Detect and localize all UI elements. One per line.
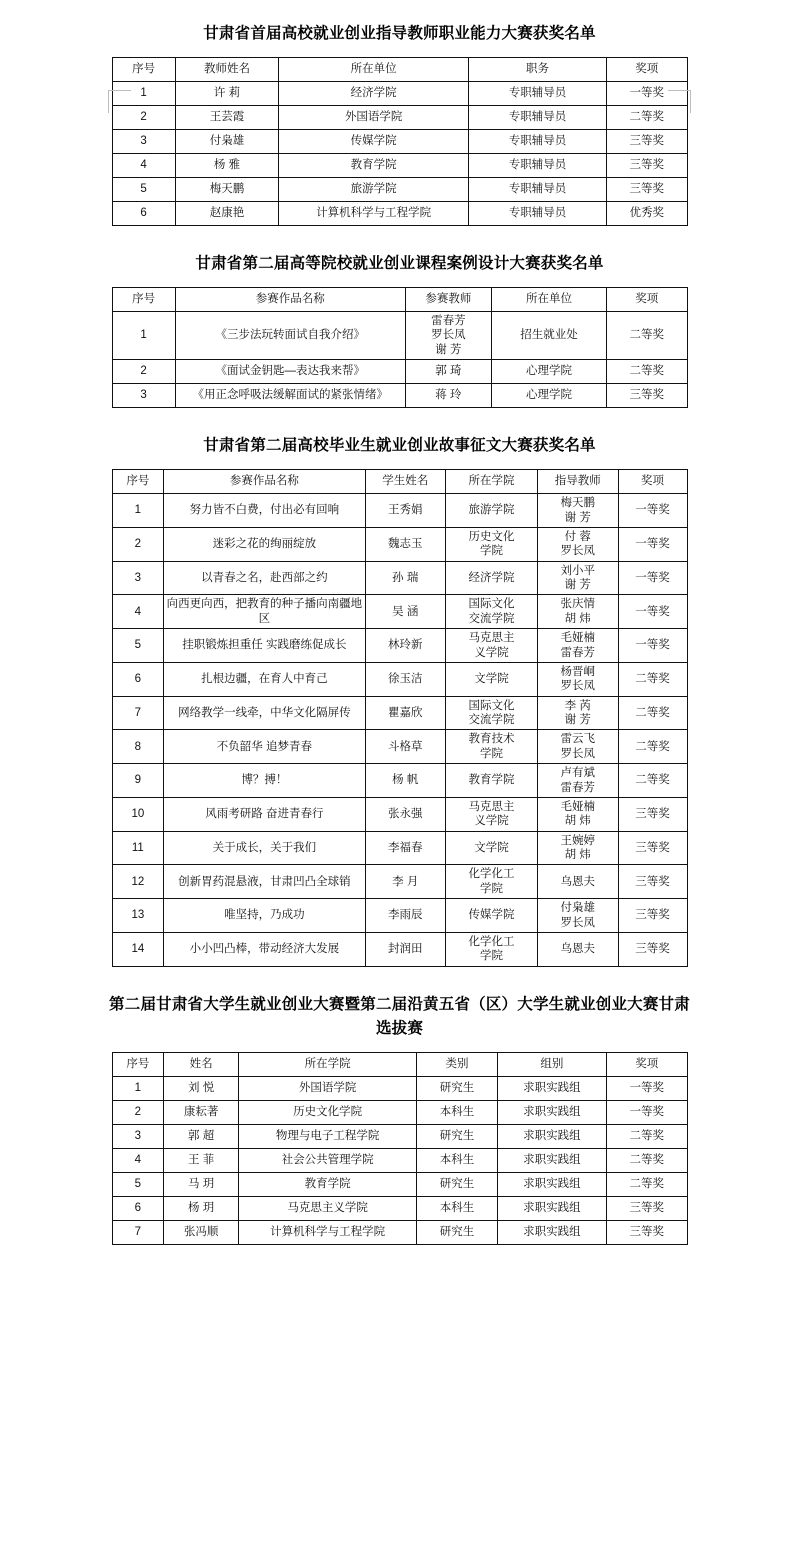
table-row [112, 82, 687, 106]
table-cell: 研究生 [417, 1076, 498, 1100]
table-cell: 10 [112, 797, 164, 831]
table-cell: 关于成长，关于我们 [164, 831, 365, 865]
table-cell: 郭 琦 [405, 360, 491, 384]
table-cell: 一等奖 [607, 1100, 688, 1124]
table-cell: 教育学院 [446, 764, 538, 798]
table-cell: 物理与电子工程学院 [239, 1124, 417, 1148]
table-cell: 三等奖 [607, 1196, 688, 1220]
table-cell: 努力皆不白费，付出必有回响 [164, 494, 365, 528]
table-cell: 1 [112, 312, 175, 360]
table-cell: 经济学院 [279, 82, 469, 106]
column-header: 所在单位 [279, 58, 469, 82]
table-cell: 求职实践组 [497, 1100, 606, 1124]
table-cell: 历史文化 学院 [446, 527, 538, 561]
table-cell: 二等奖 [607, 360, 688, 384]
column-header: 参赛教师 [405, 288, 491, 312]
table-1-header [112, 58, 687, 82]
section-4-title: 第二届甘肃省大学生就业创业大赛暨第二届沿黄五省（区）大学生就业创业大赛甘肃选拔赛 [109, 995, 690, 1037]
table-cell: 三等奖 [618, 831, 687, 865]
table-cell: 卢有斌 雷春芳 [538, 764, 619, 798]
table-cell: 3 [112, 384, 175, 408]
table-cell: 外国语学院 [279, 106, 469, 130]
table-cell: 三等奖 [618, 865, 687, 899]
table-cell: 教育技术 学院 [446, 730, 538, 764]
table-cell: 乌恩夫 [538, 865, 619, 899]
table-cell: 马克思主义学院 [239, 1196, 417, 1220]
table-cell: 三等奖 [607, 1220, 688, 1244]
table-cell: 5 [112, 629, 164, 663]
table-cell: 国际文化 交流学院 [446, 696, 538, 730]
table-cell: 历史文化学院 [239, 1100, 417, 1124]
table-row [112, 1076, 687, 1100]
table-cell: 徐玉洁 [365, 662, 446, 696]
table-cell: 招生就业处 [492, 312, 607, 360]
table-cell: 6 [112, 662, 164, 696]
table-cell: 专职辅导员 [469, 106, 607, 130]
table-cell: 2 [112, 360, 175, 384]
table-row [112, 899, 687, 933]
table-cell: 扎根边疆，在育人中育己 [164, 662, 365, 696]
table-cell: 求职实践组 [497, 1220, 606, 1244]
table-cell: 二等奖 [607, 1124, 688, 1148]
table-cell: 传媒学院 [279, 130, 469, 154]
section-1-title-wrap [104, 22, 695, 46]
table-cell: 4 [112, 154, 175, 178]
section-3-title-wrap [104, 434, 695, 458]
table-cell: 研究生 [417, 1172, 498, 1196]
table-cell: 3 [112, 1124, 164, 1148]
table-cell: 国际文化 交流学院 [446, 595, 538, 629]
table-cell: 二等奖 [618, 730, 687, 764]
table-row [112, 662, 687, 696]
table-cell: 创新胃药混悬液，甘肃凹凸全球销 [164, 865, 365, 899]
section-4-title-wrap [104, 993, 695, 1041]
table-row [112, 527, 687, 561]
column-header: 序号 [112, 470, 164, 494]
table-cell: 专职辅导员 [469, 202, 607, 226]
table-cell: 求职实践组 [497, 1172, 606, 1196]
table-row [112, 730, 687, 764]
table-cell: 张庆情 胡 炜 [538, 595, 619, 629]
table-row [112, 360, 687, 384]
table-cell: 李福春 [365, 831, 446, 865]
table-row [112, 696, 687, 730]
table-cell: 康耘著 [164, 1100, 239, 1124]
table-cell: 2 [112, 106, 175, 130]
column-header: 序号 [112, 58, 175, 82]
table-cell: 外国语学院 [239, 1076, 417, 1100]
table-cell: 杨晋峒 罗长凤 [538, 662, 619, 696]
table-cell: 一等奖 [618, 595, 687, 629]
table-row [112, 1172, 687, 1196]
table-cell: 7 [112, 1220, 164, 1244]
table-cell: 三等奖 [607, 154, 688, 178]
table-cell: 心理学院 [492, 360, 607, 384]
table-cell: 李雨辰 [365, 899, 446, 933]
table-cell: 小小凹凸棒，带动经济大发展 [164, 932, 365, 966]
table-cell: 毛娅楠 雷春芳 [538, 629, 619, 663]
table-cell: 5 [112, 1172, 164, 1196]
table-row [112, 312, 687, 360]
table-cell: 1 [112, 494, 164, 528]
column-header: 类别 [417, 1052, 498, 1076]
table-cell: 蒋 玲 [405, 384, 491, 408]
table-cell: 专职辅导员 [469, 82, 607, 106]
table-cell: 教育学院 [279, 154, 469, 178]
table-cell: 二等奖 [618, 662, 687, 696]
table-cell: 一等奖 [618, 629, 687, 663]
awards-table-1 [112, 57, 688, 226]
table-cell: 文学院 [446, 662, 538, 696]
table-header-row [112, 58, 687, 82]
table-cell: 一等奖 [618, 494, 687, 528]
table-cell: 《用正念呼吸法缓解面试的紧张情绪》 [175, 384, 405, 408]
table-cell: 3 [112, 130, 175, 154]
table-cell: 求职实践组 [497, 1076, 606, 1100]
table-row [112, 1124, 687, 1148]
table-row [112, 384, 687, 408]
column-header: 指导教师 [538, 470, 619, 494]
section-1-title: 甘肃省首届高校就业创业指导教师职业能力大赛获奖名单 [203, 25, 596, 42]
table-cell: 1 [112, 1076, 164, 1100]
table-cell: 经济学院 [446, 561, 538, 595]
table-cell: 王 菲 [164, 1148, 239, 1172]
table-cell: 三等奖 [618, 899, 687, 933]
table-cell: 魏志玉 [365, 527, 446, 561]
table-cell: 计算机科学与工程学院 [279, 202, 469, 226]
table-cell: 化学化工 学院 [446, 932, 538, 966]
table-cell: 三等奖 [607, 178, 688, 202]
table-cell: 研究生 [417, 1220, 498, 1244]
table-cell: 本科生 [417, 1196, 498, 1220]
table-cell: 专职辅导员 [469, 130, 607, 154]
column-header: 职务 [469, 58, 607, 82]
table-cell: 《面试金钥匙—表达我来帮》 [175, 360, 405, 384]
table-cell: 6 [112, 1196, 164, 1220]
table-cell: 赵康艳 [175, 202, 279, 226]
table-header-row [112, 470, 687, 494]
table-cell: 专职辅导员 [469, 154, 607, 178]
table-cell: 王秀娟 [365, 494, 446, 528]
table-cell: 2 [112, 527, 164, 561]
table-3-header [112, 470, 687, 494]
table-cell: 挂职锻炼担重任 实践磨练促成长 [164, 629, 365, 663]
table-cell: 梅天鹏 谢 芳 [538, 494, 619, 528]
table-cell: 12 [112, 865, 164, 899]
table-row [112, 797, 687, 831]
table-cell: 刘 悦 [164, 1076, 239, 1100]
table-cell: 付枭雄 罗长凤 [538, 899, 619, 933]
table-cell: 马 玥 [164, 1172, 239, 1196]
table-cell: 不负韶华 追梦青春 [164, 730, 365, 764]
table-cell: 三等奖 [618, 932, 687, 966]
table-cell: 二等奖 [607, 106, 688, 130]
table-cell: 许 莉 [175, 82, 279, 106]
table-cell: 3 [112, 561, 164, 595]
table-cell: 二等奖 [618, 696, 687, 730]
table-cell: 专职辅导员 [469, 178, 607, 202]
table-cell: 付 蓉 罗长凤 [538, 527, 619, 561]
table-cell: 9 [112, 764, 164, 798]
table-cell: 求职实践组 [497, 1196, 606, 1220]
column-header: 姓名 [164, 1052, 239, 1076]
table-cell: 13 [112, 899, 164, 933]
table-cell: 杨 雅 [175, 154, 279, 178]
table-row [112, 629, 687, 663]
table-2-body [112, 312, 687, 408]
table-cell: 7 [112, 696, 164, 730]
table-cell: 张永强 [365, 797, 446, 831]
table-cell: 求职实践组 [497, 1148, 606, 1172]
table-cell: 研究生 [417, 1124, 498, 1148]
table-row [112, 1220, 687, 1244]
table-cell: 旅游学院 [279, 178, 469, 202]
crop-mark-top-left [108, 90, 131, 113]
table-cell: 传媒学院 [446, 899, 538, 933]
column-header: 序号 [112, 1052, 164, 1076]
table-cell: 刘小平 谢 芳 [538, 561, 619, 595]
table-header-row [112, 288, 687, 312]
column-header: 参赛作品名称 [175, 288, 405, 312]
table-cell: 张冯顺 [164, 1220, 239, 1244]
table-row [112, 831, 687, 865]
table-3-body [112, 494, 687, 967]
table-cell: 4 [112, 1148, 164, 1172]
table-cell: 付枭雄 [175, 130, 279, 154]
table-cell: 乌恩夫 [538, 932, 619, 966]
table-2-header [112, 288, 687, 312]
table-cell: 二等奖 [607, 312, 688, 360]
table-cell: 李 月 [365, 865, 446, 899]
table-4-header [112, 1052, 687, 1076]
table-cell: 1 [112, 82, 175, 106]
awards-table-2 [112, 287, 688, 408]
table-cell: 14 [112, 932, 164, 966]
table-cell: 封润田 [365, 932, 446, 966]
table-cell: 瞿嘉欣 [365, 696, 446, 730]
table-cell: 王婉婷 胡 炜 [538, 831, 619, 865]
table-cell: 毛娅楠 胡 炜 [538, 797, 619, 831]
document-page [0, 22, 799, 1545]
column-header: 奖项 [618, 470, 687, 494]
table-cell: 化学化工 学院 [446, 865, 538, 899]
table-cell: 唯坚持，乃成功 [164, 899, 365, 933]
table-cell: 梅天鹏 [175, 178, 279, 202]
table-cell: 三等奖 [607, 130, 688, 154]
table-cell: 二等奖 [607, 1172, 688, 1196]
table-cell: 8 [112, 730, 164, 764]
table-cell: 教育学院 [239, 1172, 417, 1196]
table-cell: 优秀奖 [607, 202, 688, 226]
table-cell: 马克思主 义学院 [446, 797, 538, 831]
section-2-title: 甘肃省第二届高等院校就业创业课程案例设计大赛获奖名单 [195, 255, 604, 273]
column-header: 序号 [112, 288, 175, 312]
table-cell: 雷云飞 罗长凤 [538, 730, 619, 764]
table-row [112, 764, 687, 798]
table-row [112, 595, 687, 629]
table-cell: 11 [112, 831, 164, 865]
section-3-title: 甘肃省第二届高校毕业生就业创业故事征文大赛获奖名单 [203, 437, 596, 455]
awards-table-4 [112, 1052, 688, 1245]
table-cell: 李 芮 谢 芳 [538, 696, 619, 730]
column-header: 所在单位 [492, 288, 607, 312]
table-cell: 二等奖 [607, 1148, 688, 1172]
table-cell: 本科生 [417, 1100, 498, 1124]
table-cell: 三等奖 [618, 797, 687, 831]
table-cell: 以青春之名，赴西部之约 [164, 561, 365, 595]
table-cell: 三等奖 [607, 384, 688, 408]
table-cell: 心理学院 [492, 384, 607, 408]
table-cell: 2 [112, 1100, 164, 1124]
table-row [112, 494, 687, 528]
awards-table-3 [112, 469, 688, 967]
table-cell: 一等奖 [607, 1076, 688, 1100]
column-header: 组别 [497, 1052, 606, 1076]
table-cell: 5 [112, 178, 175, 202]
table-row [112, 932, 687, 966]
table-cell: 一等奖 [618, 561, 687, 595]
table-cell: 一等奖 [618, 527, 687, 561]
table-cell: 雷春芳 罗长凤 谢 芳 [405, 312, 491, 360]
table-row [112, 1100, 687, 1124]
table-cell: 网络教学一线牵，中华文化隔屏传 [164, 696, 365, 730]
table-cell: 杨 帆 [365, 764, 446, 798]
table-cell: 林玲新 [365, 629, 446, 663]
table-cell: 文学院 [446, 831, 538, 865]
table-row [112, 130, 687, 154]
table-4-body [112, 1076, 687, 1244]
table-row [112, 561, 687, 595]
table-cell: 迷彩之花的绚丽绽放 [164, 527, 365, 561]
column-header: 所在学院 [239, 1052, 417, 1076]
table-row [112, 154, 687, 178]
table-cell: 一等奖 [607, 82, 688, 106]
section-2-title-wrap [104, 252, 695, 276]
table-cell: 风雨考研路 奋进青春行 [164, 797, 365, 831]
crop-mark-top-right [668, 90, 691, 113]
table-cell: 旅游学院 [446, 494, 538, 528]
table-cell: 求职实践组 [497, 1124, 606, 1148]
table-cell: 本科生 [417, 1148, 498, 1172]
table-row [112, 178, 687, 202]
table-cell: 吴 涵 [365, 595, 446, 629]
column-header: 奖项 [607, 1052, 688, 1076]
table-row [112, 202, 687, 226]
column-header: 参赛作品名称 [164, 470, 365, 494]
table-cell: 马克思主 义学院 [446, 629, 538, 663]
table-cell: 斗格草 [365, 730, 446, 764]
table-1-body [112, 82, 687, 226]
column-header: 教师姓名 [175, 58, 279, 82]
table-cell: 4 [112, 595, 164, 629]
table-row [112, 1148, 687, 1172]
table-cell: 社会公共管理学院 [239, 1148, 417, 1172]
table-cell: 《三步法玩转面试自我介绍》 [175, 312, 405, 360]
table-cell: 6 [112, 202, 175, 226]
table-cell: 计算机科学与工程学院 [239, 1220, 417, 1244]
column-header: 奖项 [607, 58, 688, 82]
column-header: 所在学院 [446, 470, 538, 494]
table-row [112, 106, 687, 130]
column-header: 学生姓名 [365, 470, 446, 494]
table-cell: 杨 玥 [164, 1196, 239, 1220]
table-cell: 王芸霞 [175, 106, 279, 130]
table-row [112, 1196, 687, 1220]
column-header: 奖项 [607, 288, 688, 312]
table-cell: 郭 超 [164, 1124, 239, 1148]
table-header-row [112, 1052, 687, 1076]
table-cell: 二等奖 [618, 764, 687, 798]
table-cell: 向西更向西，把教育的种子播向南疆地区 [164, 595, 365, 629]
table-cell: 孙 瑞 [365, 561, 446, 595]
table-row [112, 865, 687, 899]
table-cell: 博？搏！ [164, 764, 365, 798]
document-content [0, 22, 799, 1245]
